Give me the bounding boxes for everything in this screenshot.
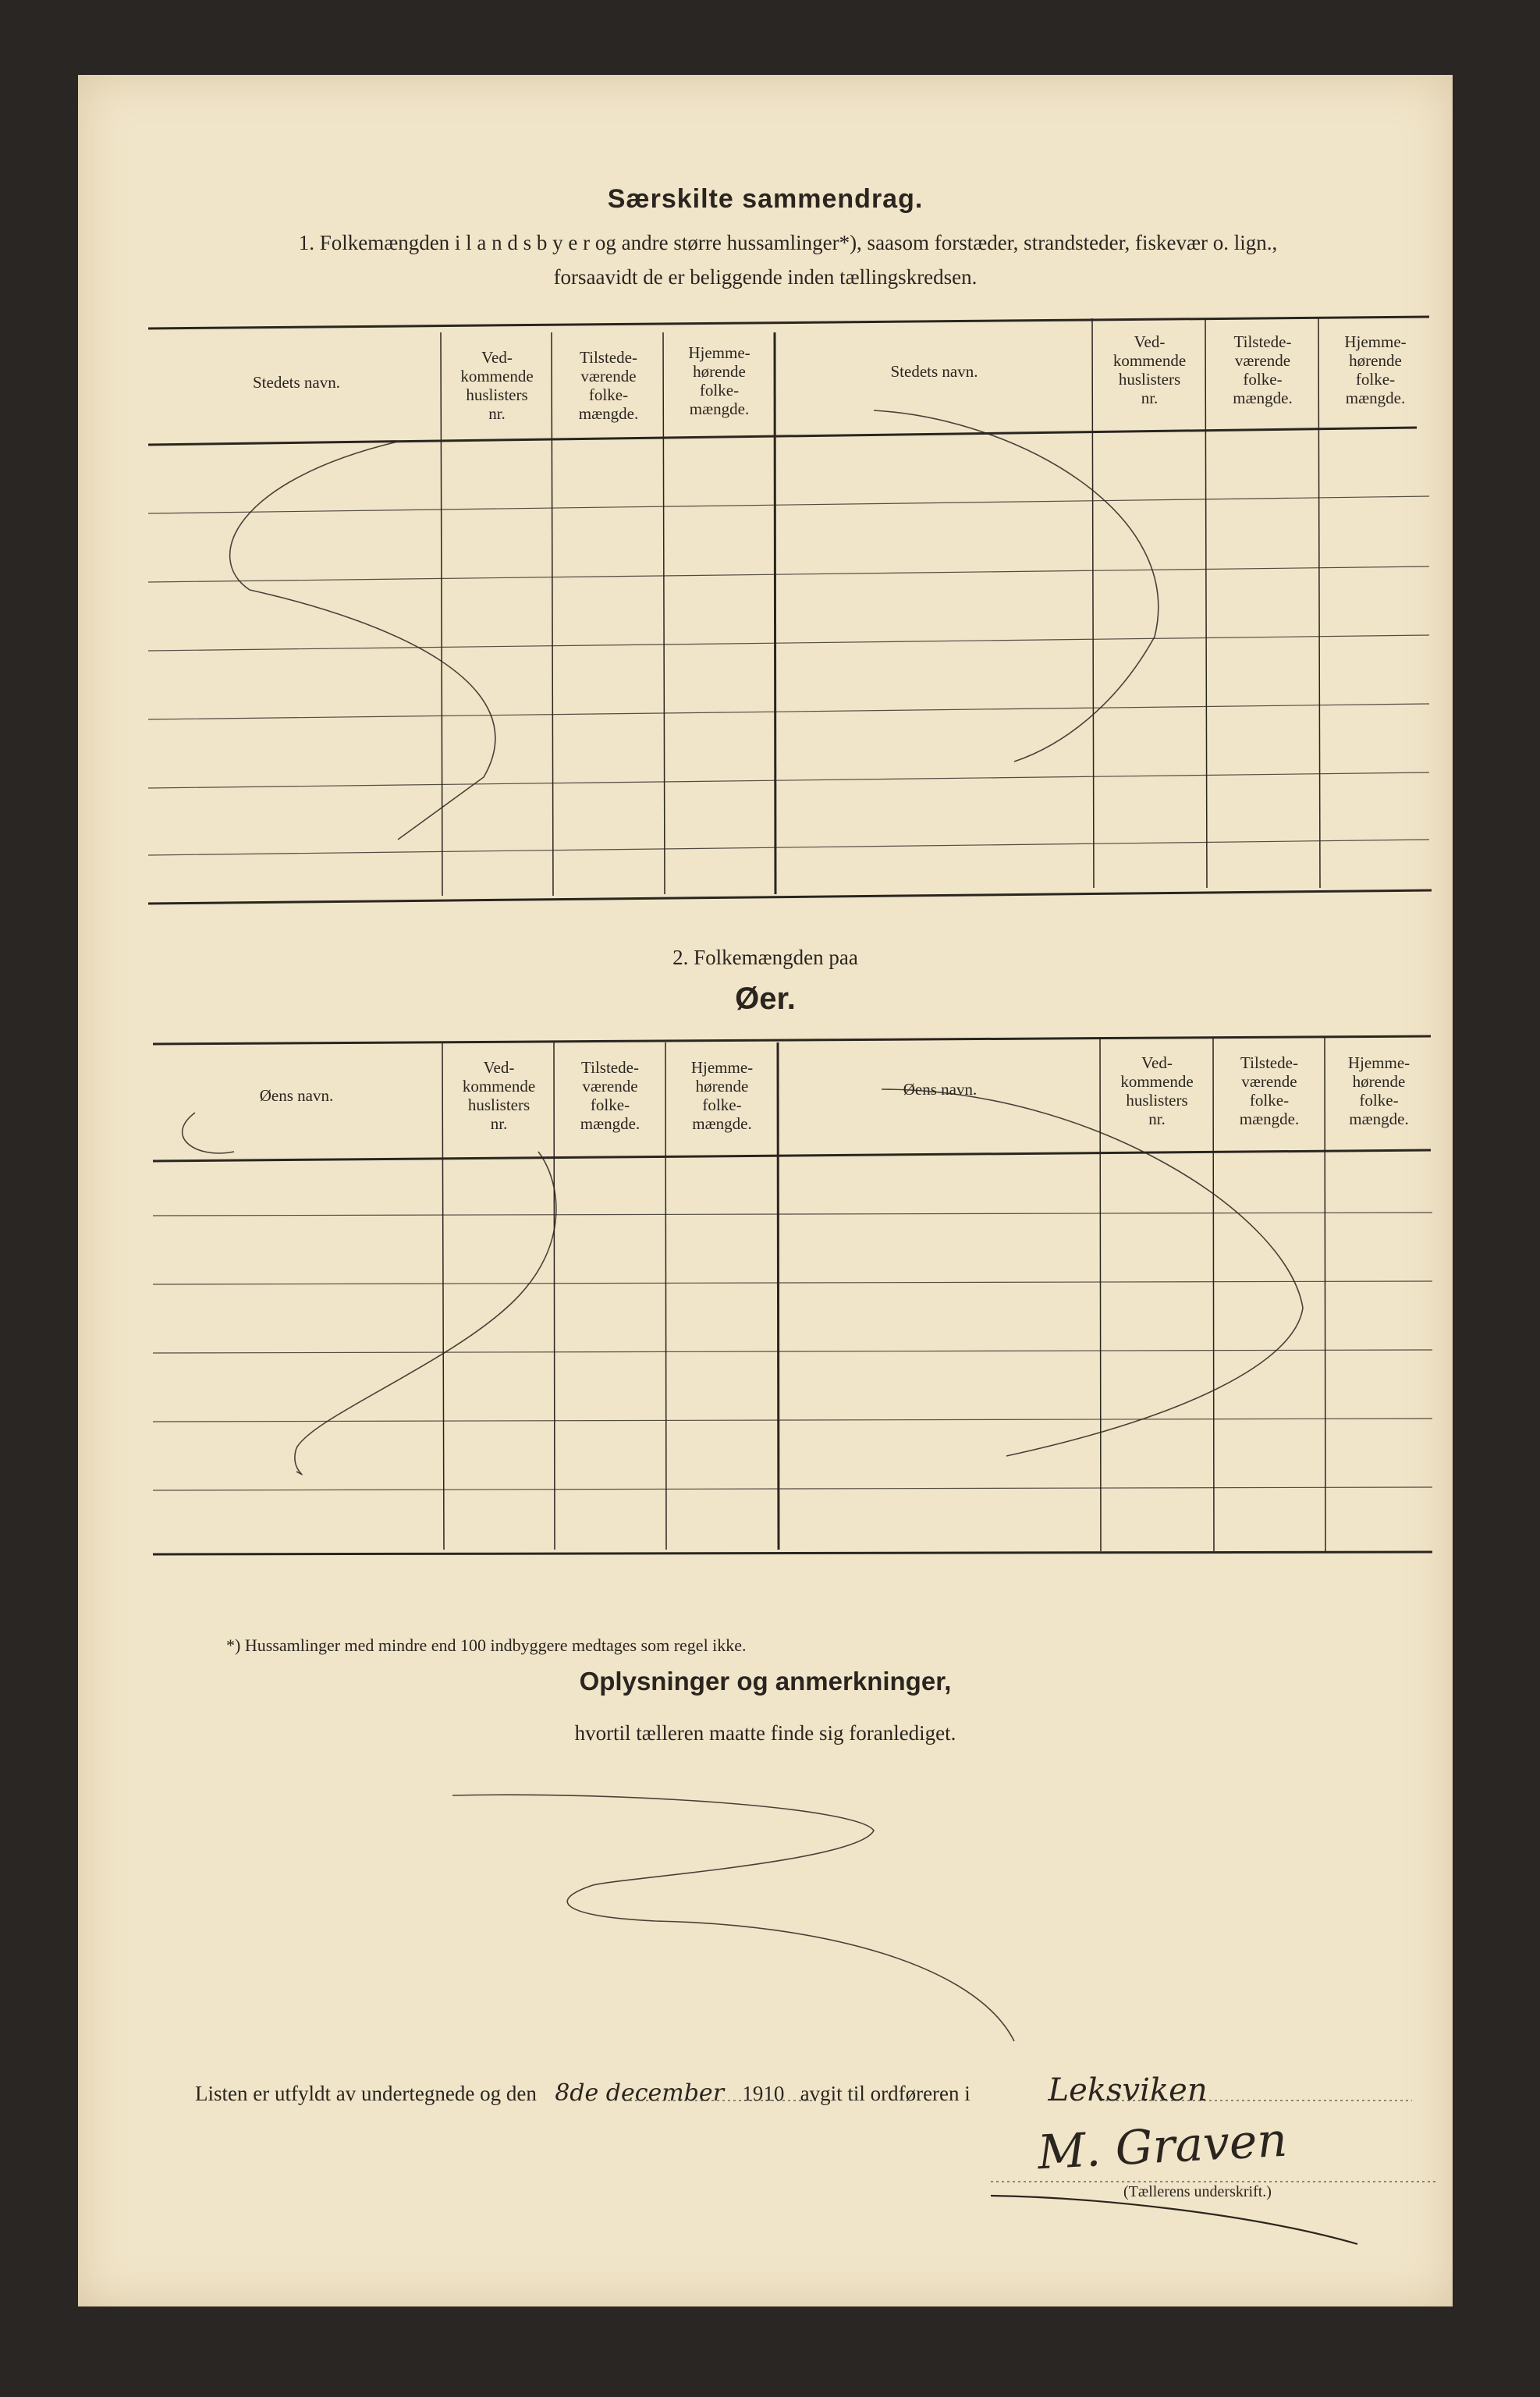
t1r-hjem-l2: folke-: [1355, 370, 1396, 389]
signoff-text1: Listen er utfyldt av undertegnede og den: [195, 2082, 537, 2105]
t2r-tilst-l3: mængde.: [1239, 1110, 1300, 1128]
t1-husl-l1: kommende: [460, 367, 534, 385]
t2-husl-l3: nr.: [490, 1114, 508, 1133]
t1-col-tilst-right: [1207, 332, 1318, 407]
t2-hjem-l1: hørende: [695, 1077, 749, 1096]
footnote: *) Hussamlinger med mindre end 100 indbyggere medtages som regel ikke.: [226, 1635, 747, 1655]
signoff-year: 1910: [742, 2082, 785, 2105]
t2-husl-l1: kommende: [462, 1077, 536, 1096]
signoff-date: 8de december: [555, 2079, 725, 2107]
t1-husl-l0: Ved-: [481, 348, 513, 367]
t2-col-tilst-right: [1214, 1053, 1325, 1128]
t2-tilst-l3: mængde.: [580, 1114, 640, 1133]
t2r-husl-l3: nr.: [1148, 1110, 1166, 1128]
t2-tilst-l1: værende: [582, 1077, 638, 1096]
section1-line1: 1. Folkemængden i l a n d s b y e r og andre større hussamlinger*), saasom forstæder, strandsteder, fiskevær o. lign.,: [298, 231, 1278, 254]
remarks-title: Oplysninger og anmerkninger,: [579, 1667, 952, 1696]
t2-col-husl-right: [1101, 1053, 1213, 1128]
t1-tilst-l3: mængde.: [578, 404, 639, 423]
t1-col-hjem-left: [664, 343, 775, 418]
t1r-hjem-l3: mængde.: [1345, 389, 1406, 407]
t1-col-husl-right: [1094, 332, 1205, 407]
t1-col-hjem-right: [1320, 332, 1431, 407]
t1-col-tilst-left: [553, 348, 664, 423]
t1r-tilst-l3: mængde.: [1233, 389, 1293, 407]
t2r-hjem-l3: mængde.: [1349, 1110, 1409, 1128]
t2-tilst-l0: Tilstede-: [581, 1058, 639, 1077]
t1r-tilst-l1: værende: [1234, 351, 1291, 370]
t1-col-name-left: Stedets navn.: [253, 373, 340, 392]
t1-hjem-l1: hørende: [693, 362, 746, 381]
remarks-subtitle: hvortil tælleren maatte finde sig foranlediget.: [574, 1721, 956, 1745]
t1r-husl-l2: huslisters: [1118, 370, 1181, 389]
t2-col-name-right: Øens navn.: [903, 1080, 978, 1099]
t2r-tilst-l1: værende: [1241, 1072, 1297, 1091]
t2r-hjem-l2: folke-: [1359, 1091, 1399, 1110]
signoff-line: [195, 2072, 1280, 2108]
t1-col-husl-left: [442, 348, 552, 423]
t1-hjem-l2: folke-: [699, 381, 740, 400]
t2r-hjem-l0: Hjemme-: [1347, 1053, 1410, 1072]
t2r-husl-l2: huslisters: [1126, 1091, 1188, 1110]
enumerator-signature: M. Graven: [1036, 2112, 1289, 2181]
section2-line1: 2. Folkemængden paa: [672, 946, 858, 969]
t2-hjem-l3: mængde.: [692, 1114, 752, 1133]
t1r-tilst-l2: folke-: [1243, 370, 1283, 389]
t2r-husl-l1: kommende: [1120, 1072, 1194, 1091]
t1-hjem-l3: mængde.: [689, 400, 750, 418]
t2r-husl-l0: Ved-: [1141, 1053, 1173, 1072]
t1-tilst-l0: Tilstede-: [580, 348, 637, 367]
t2-col-tilst-left: [555, 1058, 665, 1133]
t1r-hjem-l1: hørende: [1349, 351, 1402, 370]
t1r-hjem-l0: Hjemme-: [1344, 332, 1407, 351]
t2-tilst-l2: folke-: [590, 1096, 630, 1114]
t2r-tilst-l2: folke-: [1249, 1091, 1290, 1110]
signoff-text2: avgit til ordføreren i: [800, 2082, 970, 2105]
section1-line2: forsaavidt de er beliggende inden tællingskredsen.: [553, 265, 978, 289]
t2-husl-l0: Ved-: [483, 1058, 515, 1077]
t2r-hjem-l1: hørende: [1352, 1072, 1406, 1091]
t1-hjem-l0: Hjemme-: [688, 343, 750, 362]
signoff-place: Leksviken: [1048, 2072, 1208, 2108]
t1-tilst-l2: folke-: [588, 385, 629, 404]
census-form-page: [78, 75, 1453, 2306]
t2-col-hjem-right: [1325, 1053, 1432, 1128]
t1r-husl-l0: Ved-: [1134, 332, 1166, 351]
t1-col-name-right: Stedets navn.: [890, 362, 978, 381]
t1r-husl-l1: kommende: [1112, 351, 1187, 370]
t2r-tilst-l0: Tilstede-: [1240, 1053, 1298, 1072]
t1-tilst-l1: værende: [580, 367, 637, 385]
t1r-tilst-l0: Tilstede-: [1233, 332, 1292, 351]
signature-caption: (Tællerens underskrift.): [1123, 2183, 1272, 2200]
t1-husl-l3: nr.: [488, 404, 506, 423]
t2-hjem-l2: folke-: [702, 1096, 742, 1114]
t2-col-name-left: Øens navn.: [259, 1086, 334, 1105]
page-heading: Særskilte sammendrag.: [607, 184, 924, 214]
t2-hjem-l0: Hjemme-: [690, 1058, 754, 1077]
t2-col-husl-left: [444, 1058, 554, 1133]
t1r-husl-l3: nr.: [1141, 389, 1159, 407]
section2-title: Øer.: [735, 982, 796, 1016]
t1-husl-l2: huslisters: [466, 385, 528, 404]
t2-col-hjem-left: [666, 1058, 778, 1133]
t2-husl-l2: huslisters: [467, 1096, 530, 1114]
